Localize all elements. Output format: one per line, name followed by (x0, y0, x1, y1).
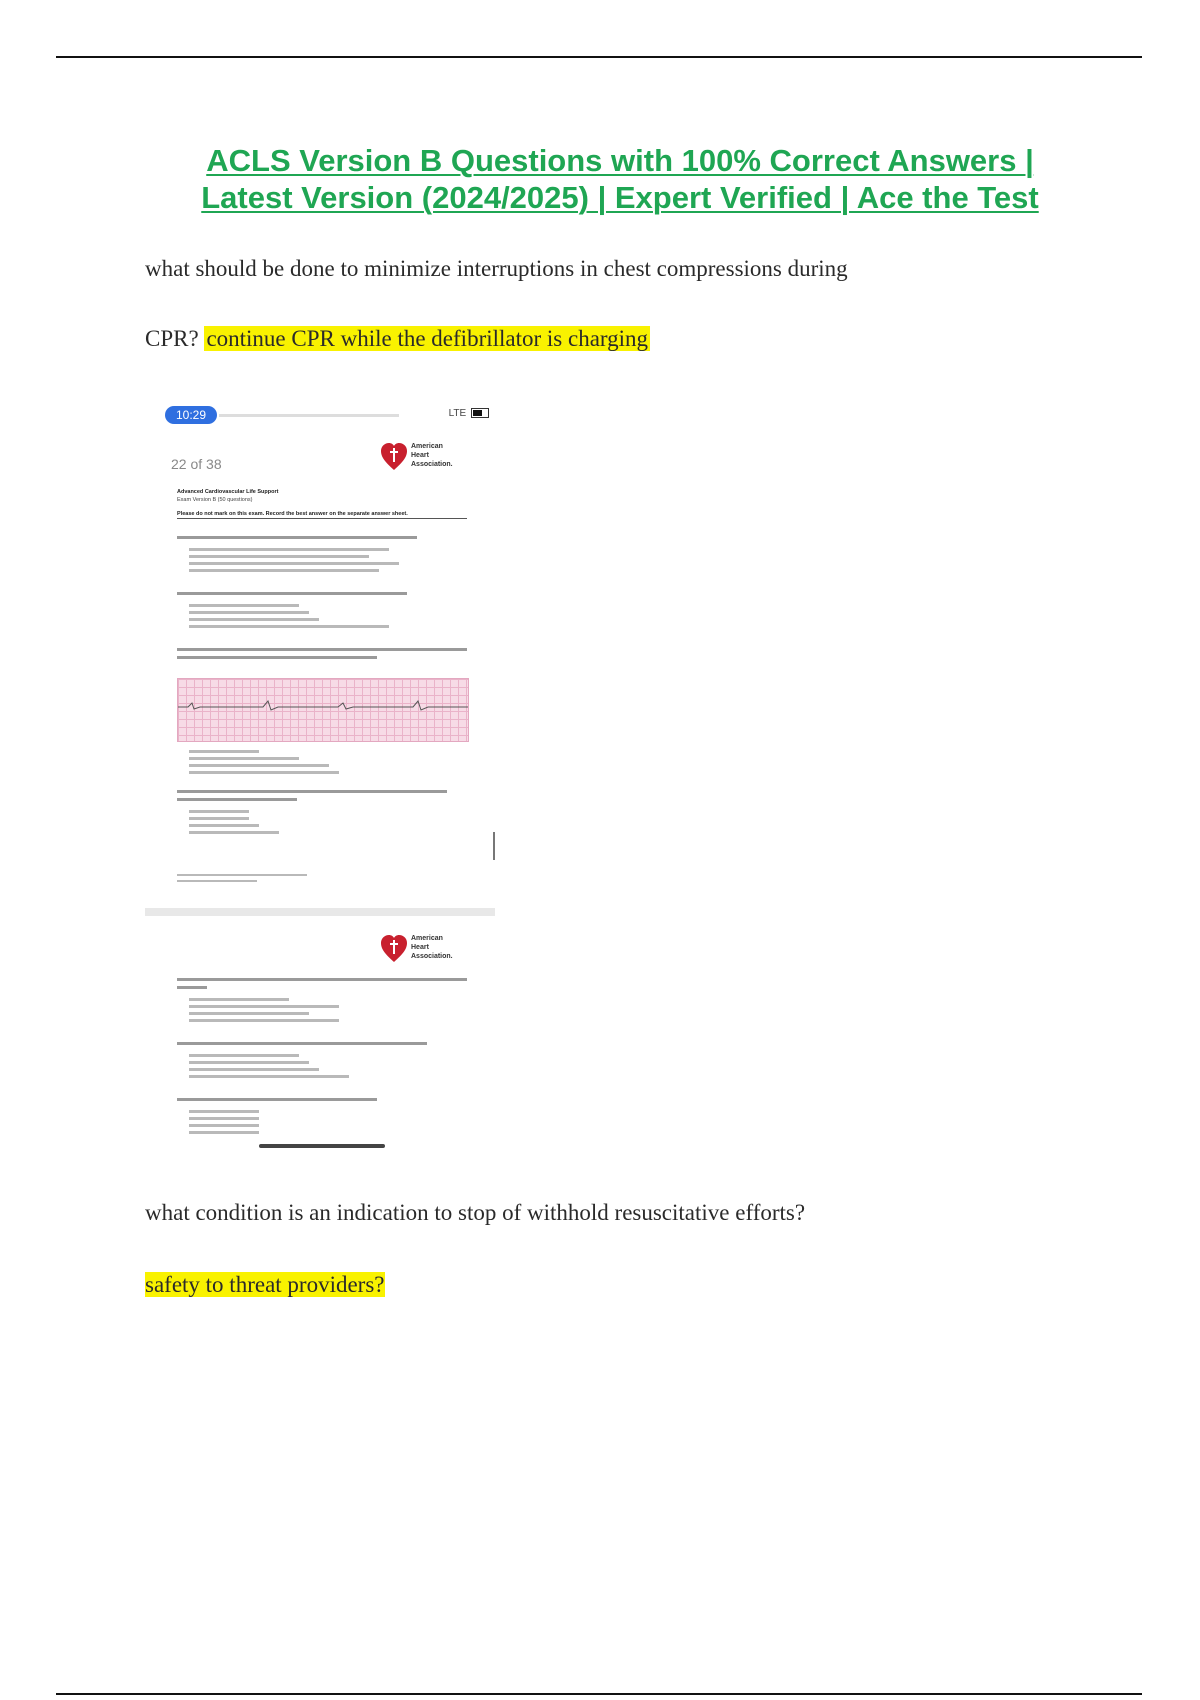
exam-version: Exam Version B (50 questions) (177, 497, 253, 503)
q-text-blur (177, 648, 467, 651)
option-blur (189, 1019, 339, 1022)
option-blur (189, 771, 339, 774)
question-1-tail: CPR? (145, 326, 199, 351)
scrub-track (219, 414, 399, 417)
answer-2-line (145, 1270, 385, 1300)
q-text-blur (177, 978, 467, 981)
option-blur (189, 1110, 259, 1113)
aha-logo-2 (381, 932, 471, 968)
header-rule (56, 56, 1142, 58)
heart-torch-icon (381, 442, 407, 472)
option-blur (189, 1131, 259, 1134)
ecg-trace (178, 679, 468, 741)
option-blur (189, 548, 389, 551)
option-blur (189, 1124, 259, 1127)
option-blur (189, 1012, 309, 1015)
aha-wordmark: American Heart Association. (411, 935, 453, 960)
q-text-blur (177, 656, 377, 659)
option-blur (189, 1075, 349, 1078)
question-1-line-2 (145, 324, 650, 354)
q-text-blur (177, 536, 417, 539)
page-title (150, 142, 1090, 216)
status-time: 10:29 (165, 406, 217, 424)
option-blur (189, 810, 249, 813)
option-blur (189, 824, 259, 827)
option-blur (189, 817, 249, 820)
q-text-blur (177, 1098, 377, 1101)
ecg-strip (177, 678, 469, 742)
network-label: LTE (448, 408, 467, 419)
answer-1-highlight: continue CPR while the defibrillator is charging (206, 326, 649, 351)
q-text-blur (177, 986, 207, 989)
q-text-blur (177, 798, 297, 801)
footer-rule (56, 1693, 1142, 1695)
answer-2-highlight: safety to threat providers? (145, 1272, 385, 1297)
title-line-2: Latest Version (2024/2025) | Expert Verified | Ace the Test (201, 180, 1039, 215)
option-blur (189, 750, 259, 753)
phone-status-bar (165, 406, 495, 426)
title-line-1: ACLS Version B Questions with 100% Correct Answers | (206, 143, 1034, 178)
option-blur (189, 1117, 259, 1120)
question-2: what condition is an indication to stop of withhold resuscitative efforts? (145, 1200, 806, 1225)
exam-title: Advanced Cardiovascular Life Support (177, 489, 279, 495)
page-divider (145, 908, 495, 916)
option-blur (189, 831, 279, 834)
footer-blur (177, 880, 257, 882)
q-text-blur (177, 790, 447, 793)
footer-blur (177, 874, 307, 876)
home-indicator (259, 1144, 385, 1148)
heart-torch-icon (381, 934, 407, 964)
exam-instructions: Please do not mark on this exam. Record the best answer on the separate answer sheet. (177, 510, 467, 519)
option-blur (189, 569, 379, 572)
q-text-blur (177, 1042, 427, 1045)
aha-logo (381, 440, 471, 476)
option-blur (189, 757, 299, 760)
option-blur (189, 1068, 319, 1071)
battery-icon (471, 408, 489, 418)
signal-icon (449, 408, 489, 419)
option-blur (189, 998, 289, 1001)
option-blur (189, 562, 399, 565)
page-counter: 22 of 38 (171, 456, 222, 472)
aha-wordmark: American Heart Association. (411, 443, 453, 468)
option-blur (189, 555, 369, 558)
option-blur (189, 625, 389, 628)
scroll-indicator (493, 832, 495, 860)
option-blur (189, 611, 309, 614)
option-blur (189, 604, 299, 607)
option-blur (189, 764, 329, 767)
exam-phone-screenshot (145, 396, 495, 1154)
option-blur (189, 1005, 339, 1008)
q-text-blur (177, 592, 407, 595)
option-blur (189, 618, 319, 621)
question-1-line-1: what should be done to minimize interruptions in chest compressions during (145, 256, 848, 281)
option-blur (189, 1061, 309, 1064)
option-blur (189, 1054, 299, 1057)
